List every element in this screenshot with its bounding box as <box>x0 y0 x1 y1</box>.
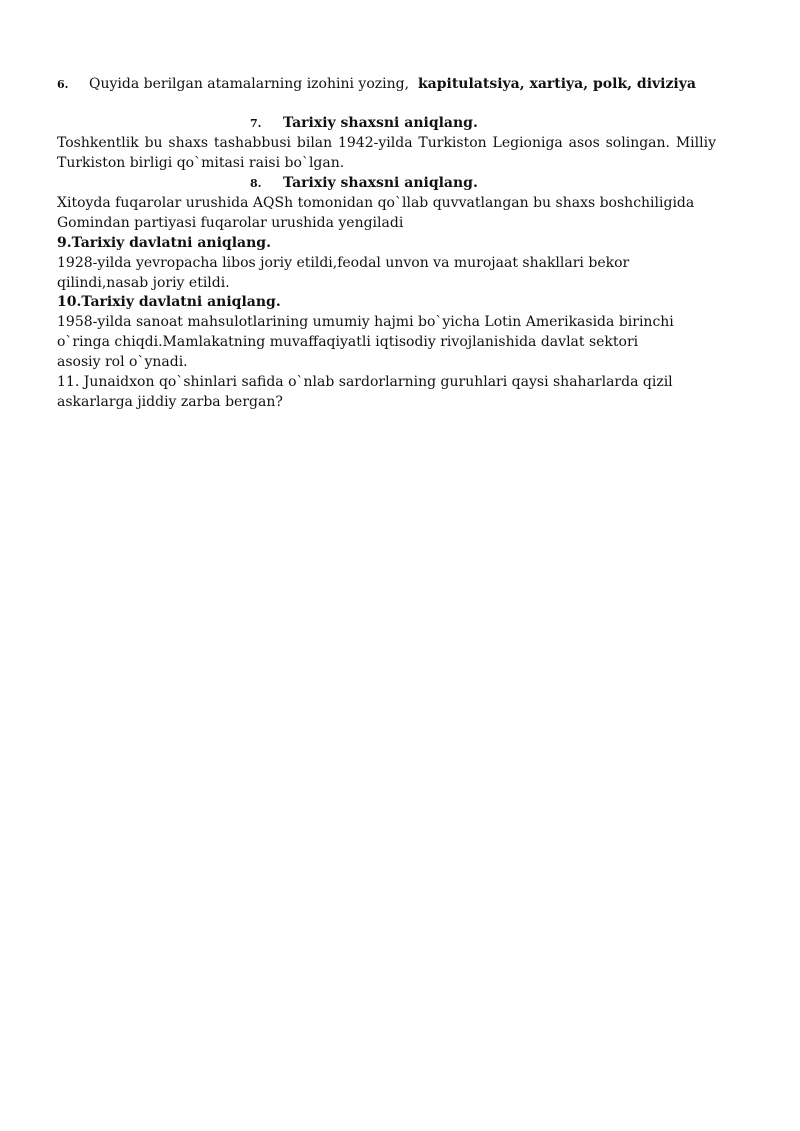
question-9-heading <box>57 233 271 253</box>
question-8-heading <box>250 173 478 194</box>
question-9-line-1: 1928-yilda yevropacha libos joriy etildi,feodal unvon va murojaat shakllari bekor <box>57 255 630 271</box>
question-9-number: 9. <box>57 235 72 251</box>
question-6 <box>57 74 696 95</box>
question-8-line-1: Xitoyda fuqarolar urushida AQSh tomonidan qo`llab quvvatlangan bu shaxs boshchiligida <box>57 195 695 211</box>
question-7-number: 7. <box>250 117 262 130</box>
question-9-line-2: qilindi,nasab joriy etildi. <box>57 275 230 291</box>
question-10-title: Tarixiy davlatni aniqlang. <box>81 294 281 310</box>
question-7-line-1: Toshkentlik bu shaxs tashabbusi bilan 1942-yilda Turkiston Legioniga asos solingan. Milliy <box>57 135 716 151</box>
question-10-line-2: o`ringa chiqdi.Mamlakatning muvaffaqiyatli iqtisodiy rivojlanishida davlat sektori <box>57 334 639 350</box>
question-10-line-3: asosiy rol o`ynadi. <box>57 354 188 370</box>
question-11-line-1: 11. Junaidxon qo`shinlari safida o`nlab sardorlarning guruhlari qaysi shaharlarda qizil <box>57 374 673 390</box>
question-8-line-2: Gomindan partiyasi fuqarolar urushida yengiladi <box>57 215 404 231</box>
question-10-number: 10. <box>57 294 82 310</box>
question-9-title: Tarixiy davlatni aniqlang. <box>71 235 271 251</box>
question-6-number: 6. <box>57 78 69 91</box>
question-6-text: Quyida berilgan atamalarning izohini yozing, <box>89 76 410 92</box>
question-10-line-1: 1958-yilda sanoat mahsulotlarining umumiy hajmi bo`yicha Lotin Amerikasida birinchi <box>57 314 674 330</box>
question-7-title: Tarixiy shaxsni aniqlang. <box>283 115 478 131</box>
question-6-terms: kapitulatsiya, xartiya, polk, diviziya <box>417 76 696 92</box>
question-10-heading <box>57 292 281 312</box>
question-8-title: Tarixiy shaxsni aniqlang. <box>283 175 478 191</box>
question-8-number: 8. <box>250 177 262 190</box>
question-7-line-2: Turkiston birligi qo`mitasi raisi bo`lgan. <box>57 155 345 171</box>
question-7-heading <box>250 113 478 134</box>
question-11-line-2: askarlarga jiddiy zarba bergan? <box>57 394 283 410</box>
